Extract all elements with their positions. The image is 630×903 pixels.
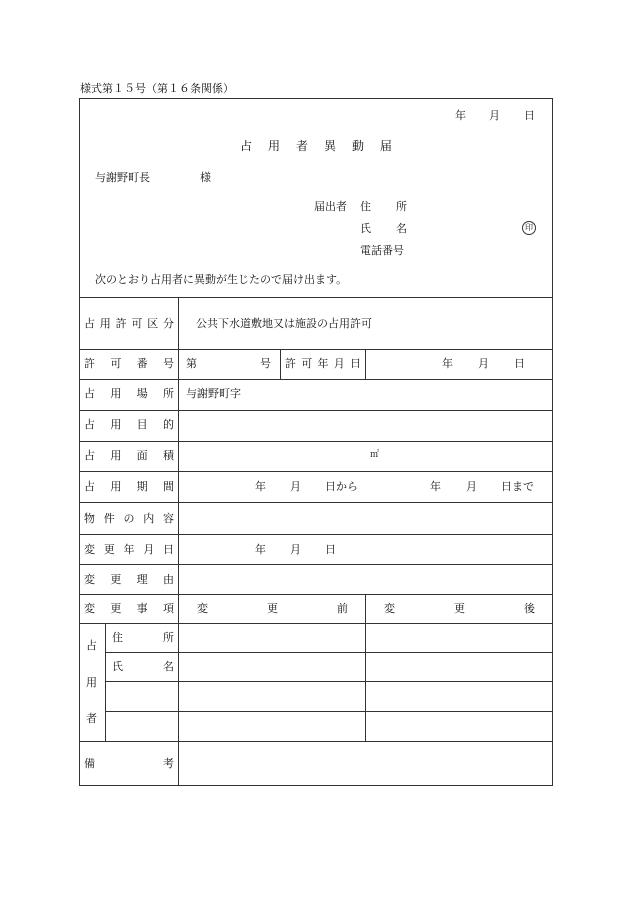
form-title: 占 用 者 異 動 届 <box>240 139 392 153</box>
remarks-label: 備 考 <box>84 757 174 770</box>
applicant-address-label: 住 所 <box>360 200 407 213</box>
permit-number-suffix: 号 <box>260 357 271 370</box>
applicant-name-label: 氏 名 <box>360 222 407 235</box>
period-label: 占 用 期 間 <box>84 480 174 493</box>
seal-mark: 印 <box>522 221 536 235</box>
purpose-label: 占 用 目 的 <box>84 418 174 431</box>
change-items-label: 変 更 事 項 <box>84 602 174 615</box>
permit-date-label: 許 可 年 月 日 <box>285 357 361 370</box>
location-value[interactable]: 与謝野町字 <box>186 387 241 400</box>
addressee-name: 与謝野町長 <box>95 171 150 184</box>
occupant-name-label: 氏 名 <box>112 660 174 673</box>
change-date-label: 変 更 年 月 日 <box>84 543 174 556</box>
permit-type-value: 公共下水道敷地又は施設の占用許可 <box>196 317 372 330</box>
permit-type-label: 占 用 許 可 区 分 <box>84 317 174 330</box>
area-unit: ㎡ <box>370 450 380 460</box>
content-label: 物 件 の 内 容 <box>84 512 174 525</box>
intro-text: 次のとおり占用者に異動が生じたので届け出ます。 <box>95 273 348 286</box>
after-header: 変 更 後 <box>384 602 535 615</box>
applicant-label: 届出者 <box>314 200 347 213</box>
change-reason-label: 変 更 理 由 <box>84 573 174 586</box>
addressee-honorific: 様 <box>200 171 211 184</box>
before-header: 変 更 前 <box>197 602 348 615</box>
area-label: 占 用 面 積 <box>84 449 174 462</box>
location-label: 占 用 場 所 <box>84 387 174 400</box>
form-number: 様式第１５号（第１６条関係） <box>80 82 234 95</box>
applicant-phone-label: 電話番号 <box>360 244 404 257</box>
occupant-address-label: 住 所 <box>112 631 174 644</box>
permit-number-label: 許 可 番 号 <box>84 357 174 370</box>
permit-number-prefix: 第 <box>186 357 197 370</box>
